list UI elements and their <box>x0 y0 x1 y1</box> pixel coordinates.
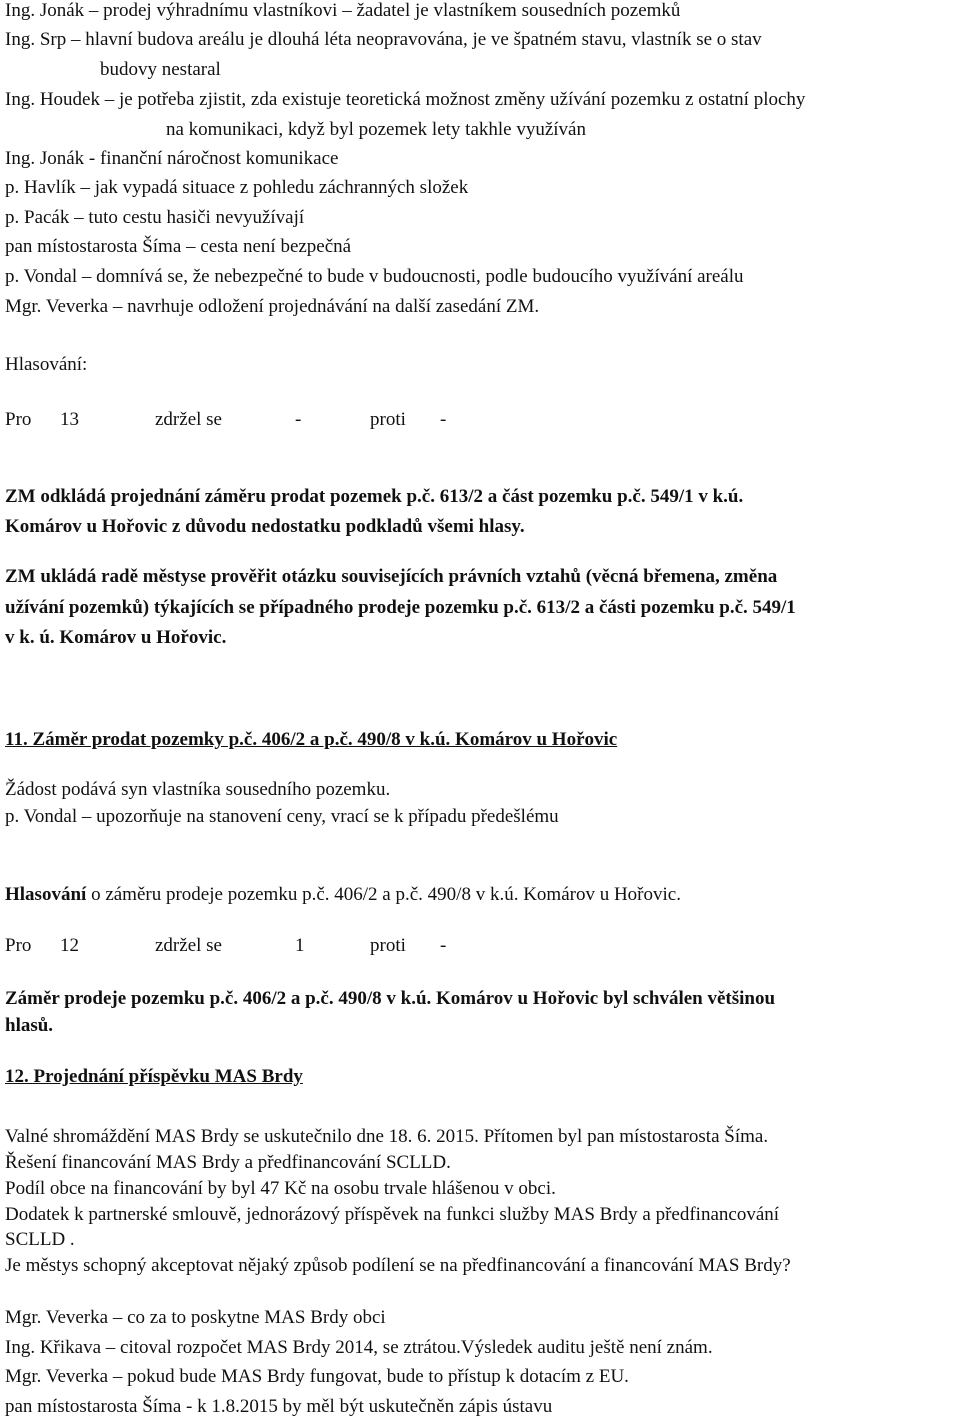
statement-houdek: Ing. Houdek – je potřeba zjistit, zda existuje teoretická možnost změny užívání pozemku z ostatní plochy <box>5 89 806 110</box>
mas-line-1: Valné shromáždění MAS Brdy se uskutečnilo dne 18. 6. 2015. Přítomen byl pan místostarosta Šíma. <box>5 1126 769 1147</box>
statement-vondal-2: p. Vondal – upozorňuje na stanovení ceny, vrací se k případu předešlému <box>5 806 559 827</box>
vote-pro-label: Pro <box>5 409 32 430</box>
vote-result-2 <box>5 935 446 957</box>
vote-abstain-count: 1 <box>295 935 305 956</box>
voting-line-2 <box>5 884 681 906</box>
vote-pro-label: Pro <box>5 935 32 956</box>
statement-pacak: p. Pacák – tuto cestu hasiči nevyužívají <box>5 207 305 228</box>
statement-vondal: p. Vondal – domnívá se, že nebezpečné to bude v budoucnosti, podle budoucího využívání areálu <box>5 266 744 287</box>
resolution-task: ZM ukládá radě městyse prověřit otázku souvisejících právních vztahů (věcná břemena, změna <box>5 566 778 587</box>
statement-sima-2: pan místostarosta Šíma - k 1.8.2015 by měl být uskutečněn zápis ústavu <box>5 1396 553 1417</box>
voting-label: Hlasování <box>5 884 87 905</box>
mas-line-5: Je městys schopný akceptovat nějaký způsob podílení se na předfinancování a financování MAS Brdy? <box>5 1255 791 1276</box>
statement-veverka: Mgr. Veverka – navrhuje odložení projednávání na další zasedání ZM. <box>5 296 540 317</box>
vote-abstain-count: - <box>295 409 302 430</box>
voting-heading: Hlasování: <box>5 354 88 375</box>
section-heading-11: 11. Záměr prodat pozemky p.č. 406/2 a p.č. 490/8 v k.ú. Komárov u Hořovic <box>5 729 618 750</box>
resolution-postpone: ZM odkládá projednání záměru prodat pozemek p.č. 613/2 a část pozemku p.č. 549/1 v k.ú. <box>5 486 744 507</box>
statement-veverka-2: Mgr. Veverka – co za to poskytne MAS Brdy obci <box>5 1307 386 1328</box>
vote-pro-count: 12 <box>60 935 79 956</box>
resolution-postpone-cont: Komárov u Hořovic z důvodu nedostatku podkladů všemi hlasy. <box>5 516 525 537</box>
resolution-approved: Záměr prodeje pozemku p.č. 406/2 a p.č. 490/8 v k.ú. Komárov u Hořovic byl schválen většinou <box>5 988 776 1009</box>
vote-abstain-label: zdržel se <box>155 409 222 430</box>
vote-against-label: proti <box>370 935 406 956</box>
resolution-task-cont-2: v k. ú. Komárov u Hořovic. <box>5 627 227 648</box>
mas-line-4: Dodatek k partnerské smlouvě, jednorázový příspěvek na funkci služby MAS Brdy a předfinancování <box>5 1204 780 1225</box>
statement-jonak: Ing. Jonák – prodej výhradnímu vlastníkovi – žadatel je vlastníkem sousedních pozemků <box>5 0 681 21</box>
resolution-task-cont: užívání pozemků) týkajících se případného prodeje pozemku p.č. 613/2 a části pozemku p.č. 549/1 <box>5 597 796 618</box>
statement-jonak-2: Ing. Jonák - finanční náročnost komunikace <box>5 148 339 169</box>
mas-line-2: Řešení financování MAS Brdy a předfinancování SCLLD. <box>5 1152 451 1173</box>
statement-veverka-3: Mgr. Veverka – pokud bude MAS Brdy fungovat, bude to přístup k dotacím z EU. <box>5 1366 629 1387</box>
voting-subject: o záměru prodeje pozemku p.č. 406/2 a p.č. 490/8 v k.ú. Komárov u Hořovic. <box>86 884 681 905</box>
statement-sima: pan místostarosta Šíma – cesta není bezpečná <box>5 236 352 257</box>
statement-houdek-cont: na komunikaci, když byl pozemek lety takhle využíván <box>166 119 586 140</box>
vote-result-1 <box>5 409 446 431</box>
vote-abstain-label: zdržel se <box>155 935 222 956</box>
resolution-approved-cont: hlasů. <box>5 1015 54 1036</box>
vote-against-count: - <box>440 935 447 956</box>
section-heading-12: 12. Projednání příspěvku MAS Brdy <box>5 1066 303 1087</box>
mas-line-4-cont: SCLLD . <box>5 1229 75 1250</box>
statement-srp: Ing. Srp – hlavní budova areálu je dlouhá léta neopravována, je ve špatném stavu, vlastník se o stav <box>5 29 762 50</box>
mas-line-3: Podíl obce na financování by byl 47 Kč na osobu trvale hlášenou v obci. <box>5 1178 556 1199</box>
statement-havlik: p. Havlík – jak vypadá situace z pohledu záchranných složek <box>5 177 469 198</box>
vote-against-count: - <box>440 409 447 430</box>
statement-krikava: Ing. Křikava – citoval rozpočet MAS Brdy 2014, se ztrátou.Výsledek auditu ještě není znám. <box>5 1337 713 1358</box>
vote-against-label: proti <box>370 409 406 430</box>
request-text: Žádost podává syn vlastníka sousedního pozemku. <box>5 779 391 800</box>
vote-pro-count: 13 <box>60 409 79 430</box>
statement-srp-cont: budovy nestaral <box>100 59 221 80</box>
